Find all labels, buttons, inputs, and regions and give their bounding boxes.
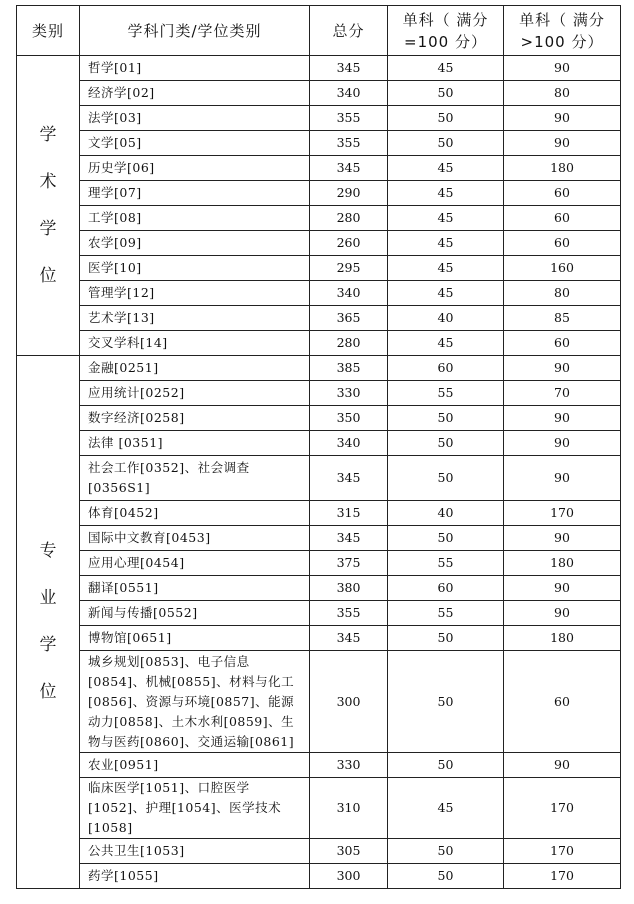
single-gt100-cell: 60 [504,331,621,356]
single-gt100-cell: 160 [504,256,621,281]
single-le100-cell: 45 [388,56,504,81]
single-gt100-cell: 80 [504,81,621,106]
total-score-cell: 300 [310,651,388,753]
single-gt100-cell: 90 [504,131,621,156]
single-le100-cell: 45 [388,181,504,206]
total-score-cell: 280 [310,331,388,356]
score-table [16,5,621,889]
academic-category-label: 学术学位 [39,124,57,286]
single-gt100-cell: 170 [504,778,621,839]
discipline-cell: 工学[08] [80,206,310,231]
discipline-cell: 哲学[01] [80,56,310,81]
single-gt100-cell: 180 [504,626,621,651]
table-row [17,431,621,456]
single-le100-cell: 50 [388,81,504,106]
discipline-cell: 数字经济[0258] [80,406,310,431]
single-le100-cell: 45 [388,206,504,231]
single-le100-cell: 45 [388,331,504,356]
total-score-cell: 345 [310,56,388,81]
table-row [17,626,621,651]
discipline-cell: 应用心理[0454] [80,551,310,576]
single-gt100-cell: 90 [504,753,621,778]
total-score-cell: 345 [310,626,388,651]
academic-category-cell [17,56,80,356]
discipline-cell: 金融[0251] [80,356,310,381]
single-gt100-cell: 180 [504,551,621,576]
total-score-cell: 385 [310,356,388,381]
single-gt100-cell: 90 [504,56,621,81]
total-score-cell: 340 [310,431,388,456]
header-discipline: 学科门类/学位类别 [80,6,310,56]
table-row [17,651,621,753]
single-le100-cell: 45 [388,281,504,306]
single-le100-cell: 45 [388,778,504,839]
single-le100-cell: 50 [388,864,504,889]
single-gt100-cell: 60 [504,231,621,256]
single-le100-cell: 50 [388,839,504,864]
discipline-cell: 社会工作[0352]、社会调查[0356S1] [80,456,310,501]
total-score-cell: 355 [310,601,388,626]
discipline-cell: 药学[1055] [80,864,310,889]
single-le100-cell: 45 [388,256,504,281]
table-row [17,256,621,281]
total-score-cell: 260 [310,231,388,256]
total-score-cell: 375 [310,551,388,576]
single-le100-cell: 50 [388,753,504,778]
discipline-cell: 法学[03] [80,106,310,131]
professional-category-cell [17,356,80,889]
professional-category-label: 专业学位 [39,541,57,702]
total-score-cell: 345 [310,526,388,551]
single-le100-cell: 50 [388,626,504,651]
table-row [17,106,621,131]
header-row [17,6,621,56]
table-row [17,839,621,864]
discipline-cell: 公共卫生[1053] [80,839,310,864]
discipline-cell: 经济学[02] [80,81,310,106]
total-score-cell: 300 [310,864,388,889]
discipline-cell: 法律 [0351] [80,431,310,456]
table-row [17,131,621,156]
discipline-cell: 理学[07] [80,181,310,206]
single-gt100-cell: 90 [504,456,621,501]
total-score-cell: 330 [310,753,388,778]
single-le100-cell: 50 [388,456,504,501]
header-total: 总分 [310,6,388,56]
table-row [17,601,621,626]
single-gt100-cell: 60 [504,651,621,753]
discipline-cell: 城乡规划[0853]、电子信息[0854]、机械[0855]、材料与化工[0856]、资源与环境[0857]、能源动力[0858]、土木水利[0859]、生物与医药[0860]、交通运输[0861] [80,651,310,753]
single-gt100-cell: 60 [504,206,621,231]
total-score-cell: 305 [310,839,388,864]
single-le100-cell: 50 [388,406,504,431]
total-score-cell: 350 [310,406,388,431]
single-le100-cell: 50 [388,651,504,753]
total-score-cell: 380 [310,576,388,601]
single-le100-cell: 55 [388,601,504,626]
table-row [17,306,621,331]
single-gt100-cell: 90 [504,526,621,551]
table-row [17,456,621,501]
header-single-le100: 单科（ 满分=100 分） [388,6,504,56]
single-gt100-cell: 90 [504,356,621,381]
table-row [17,406,621,431]
single-gt100-cell: 90 [504,601,621,626]
single-le100-cell: 40 [388,306,504,331]
total-score-cell: 340 [310,281,388,306]
discipline-cell: 翻译[0551] [80,576,310,601]
discipline-cell: 新闻与传播[0552] [80,601,310,626]
single-le100-cell: 40 [388,501,504,526]
single-gt100-cell: 90 [504,576,621,601]
discipline-cell: 体育[0452] [80,501,310,526]
total-score-cell: 345 [310,456,388,501]
discipline-cell: 艺术学[13] [80,306,310,331]
table-row [17,576,621,601]
table-row [17,526,621,551]
table-row [17,864,621,889]
table-row [17,778,621,839]
total-score-cell: 355 [310,106,388,131]
single-gt100-cell: 85 [504,306,621,331]
table-row [17,181,621,206]
table-row [17,56,621,81]
single-gt100-cell: 70 [504,381,621,406]
total-score-cell: 295 [310,256,388,281]
single-gt100-cell: 180 [504,156,621,181]
table-row [17,331,621,356]
single-gt100-cell: 90 [504,406,621,431]
discipline-cell: 交叉学科[14] [80,331,310,356]
single-le100-cell: 50 [388,526,504,551]
total-score-cell: 345 [310,156,388,181]
discipline-cell: 文学[05] [80,131,310,156]
single-le100-cell: 50 [388,431,504,456]
discipline-cell: 应用统计[0252] [80,381,310,406]
discipline-cell: 农业[0951] [80,753,310,778]
table-row [17,81,621,106]
discipline-cell: 管理学[12] [80,281,310,306]
single-gt100-cell: 80 [504,281,621,306]
table-row [17,381,621,406]
discipline-cell: 博物馆[0651] [80,626,310,651]
single-gt100-cell: 90 [504,431,621,456]
total-score-cell: 280 [310,206,388,231]
table-row [17,281,621,306]
total-score-cell: 290 [310,181,388,206]
table-row [17,356,621,381]
table-row [17,231,621,256]
discipline-cell: 国际中文教育[0453] [80,526,310,551]
table-row [17,501,621,526]
total-score-cell: 310 [310,778,388,839]
single-gt100-cell: 90 [504,106,621,131]
discipline-cell: 农学[09] [80,231,310,256]
total-score-cell: 355 [310,131,388,156]
single-le100-cell: 50 [388,131,504,156]
table-row [17,156,621,181]
total-score-cell: 340 [310,81,388,106]
single-le100-cell: 60 [388,576,504,601]
single-le100-cell: 55 [388,551,504,576]
single-gt100-cell: 170 [504,839,621,864]
discipline-cell: 临床医学[1051]、口腔医学[1052]、护理[1054]、医学技术[1058] [80,778,310,839]
table-body [17,56,621,889]
single-le100-cell: 50 [388,106,504,131]
discipline-cell: 医学[10] [80,256,310,281]
single-le100-cell: 60 [388,356,504,381]
single-le100-cell: 45 [388,231,504,256]
total-score-cell: 365 [310,306,388,331]
table-row [17,551,621,576]
table-row [17,206,621,231]
total-score-cell: 330 [310,381,388,406]
table-row [17,753,621,778]
single-gt100-cell: 170 [504,864,621,889]
discipline-cell: 历史学[06] [80,156,310,181]
single-gt100-cell: 170 [504,501,621,526]
score-table-sheet [16,5,620,889]
single-gt100-cell: 60 [504,181,621,206]
single-le100-cell: 45 [388,156,504,181]
header-single-gt100: 单科（ 满分>100 分） [504,6,621,56]
single-le100-cell: 55 [388,381,504,406]
header-category: 类别 [17,6,80,56]
total-score-cell: 315 [310,501,388,526]
